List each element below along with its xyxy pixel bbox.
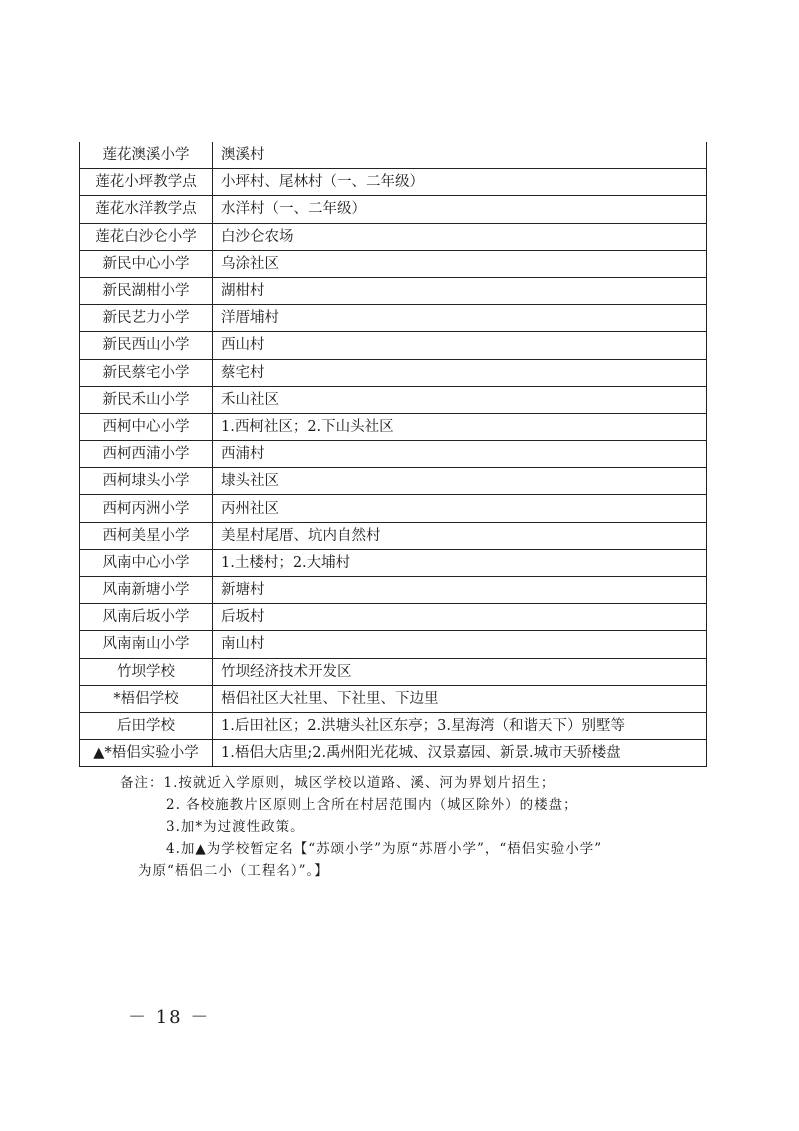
table-row: [80, 277, 707, 304]
school-name-cell: 莲花白沙仑小学: [80, 223, 213, 250]
district-area-cell: 西浦村: [213, 441, 707, 468]
table-row: [80, 386, 707, 413]
table-row: [80, 468, 707, 495]
school-name-cell: 风南后坂小学: [80, 604, 213, 631]
district-area-cell: 后坂村: [213, 604, 707, 631]
table-row: [80, 685, 707, 712]
table-row: [80, 223, 707, 250]
school-name-cell: 西柯中心小学: [80, 413, 213, 440]
district-area-cell: 禾山社区: [213, 386, 707, 413]
school-name-cell: 新民中心小学: [80, 250, 213, 277]
district-area-cell: 丙州社区: [213, 495, 707, 522]
school-name-cell: 风南新塘小学: [80, 577, 213, 604]
note-line-1: 备注：1.按就近入学原则，城区学校以道路、溪、河为界划片招生；: [120, 775, 556, 791]
district-area-cell: 澳溪村: [213, 142, 707, 169]
school-name-cell: 风南南山小学: [80, 631, 213, 658]
table-row: [80, 305, 707, 332]
school-name-cell: 后田学校: [80, 712, 213, 739]
district-area-cell: 梧侣社区大社里、下社里、下边里: [213, 685, 707, 712]
district-area-cell: 美星村尾厝、坑内自然村: [213, 522, 707, 549]
district-area-cell: 竹坝经济技术开发区: [213, 658, 707, 685]
district-area-cell: 西山村: [213, 332, 707, 359]
district-area-cell: 蔡宅村: [213, 359, 707, 386]
district-area-cell: 新塘村: [213, 577, 707, 604]
table-row: [80, 413, 707, 440]
district-area-cell: 洋厝埔村: [213, 305, 707, 332]
school-name-cell: 风南中心小学: [80, 549, 213, 576]
school-name-cell: 莲花水洋教学点: [80, 196, 213, 223]
table-row: [80, 169, 707, 196]
district-area-cell: 湖柑村: [213, 277, 707, 304]
school-name-cell: 新民蔡宅小学: [80, 359, 213, 386]
school-name-cell: 西柯西浦小学: [80, 441, 213, 468]
note-line-2: 2. 各校施教片区原则上含所在村居范围内（城区除外）的楼盘；: [166, 797, 578, 813]
district-area-cell: 1.梧侣大店里;2.禹州阳光花城、汉景嘉园、新景.城市天骄楼盘: [213, 740, 707, 767]
table-row: [80, 712, 707, 739]
table-row: [80, 495, 707, 522]
table-row: [80, 549, 707, 576]
table-body: [80, 142, 707, 767]
school-name-cell: 西柯美星小学: [80, 522, 213, 549]
district-area-cell: 南山村: [213, 631, 707, 658]
table-row: [80, 522, 707, 549]
district-area-cell: 小坪村、尾林村（一、二年级）: [213, 169, 707, 196]
district-area-cell: 水洋村（一、二年级）: [213, 196, 707, 223]
school-district-table: [79, 142, 707, 767]
school-name-cell: 莲花小坪教学点: [80, 169, 213, 196]
school-name-cell: ▲*梧侣实验小学: [80, 740, 213, 767]
district-area-cell: 1.后田社区；2.洪塘头社区东亭；3.星海湾（和谐天下）别墅等: [213, 712, 707, 739]
school-name-cell: 莲花澳溪小学: [80, 142, 213, 169]
table-row: [80, 359, 707, 386]
table-row: [80, 604, 707, 631]
school-name-cell: 新民西山小学: [80, 332, 213, 359]
school-name-cell: 西柯埭头小学: [80, 468, 213, 495]
table-row: [80, 441, 707, 468]
district-area-cell: 埭头社区: [213, 468, 707, 495]
school-name-cell: 新民湖柑小学: [80, 277, 213, 304]
note-line-3: 3.加*为过渡性政策。: [166, 819, 305, 835]
school-name-cell: 西柯丙洲小学: [80, 495, 213, 522]
note-line-5: 为原“梧侣二小（工程名）”。】: [138, 863, 329, 879]
table-row: [80, 577, 707, 604]
school-name-cell: 新民艺力小学: [80, 305, 213, 332]
table-row: [80, 740, 707, 767]
table-row: [80, 250, 707, 277]
school-name-cell: 竹坝学校: [80, 658, 213, 685]
district-area-cell: 1.土楼村；2.大埔村: [213, 549, 707, 576]
table-row: [80, 196, 707, 223]
table-row: [80, 658, 707, 685]
district-area-cell: 白沙仑农场: [213, 223, 707, 250]
page-number: － 18 －: [128, 1007, 211, 1028]
school-name-cell: 新民禾山小学: [80, 386, 213, 413]
notes-section: [120, 772, 720, 882]
table-row: [80, 142, 707, 169]
district-area-cell: 1.西柯社区；2.下山头社区: [213, 413, 707, 440]
school-name-cell: *梧侣学校: [80, 685, 213, 712]
table-row: [80, 631, 707, 658]
note-line-4: 4.加▲为学校暂定名【“苏颂小学”为原“苏厝小学”，“梧侣实验小学”: [166, 841, 603, 857]
district-area-cell: 乌涂社区: [213, 250, 707, 277]
table-row: [80, 332, 707, 359]
